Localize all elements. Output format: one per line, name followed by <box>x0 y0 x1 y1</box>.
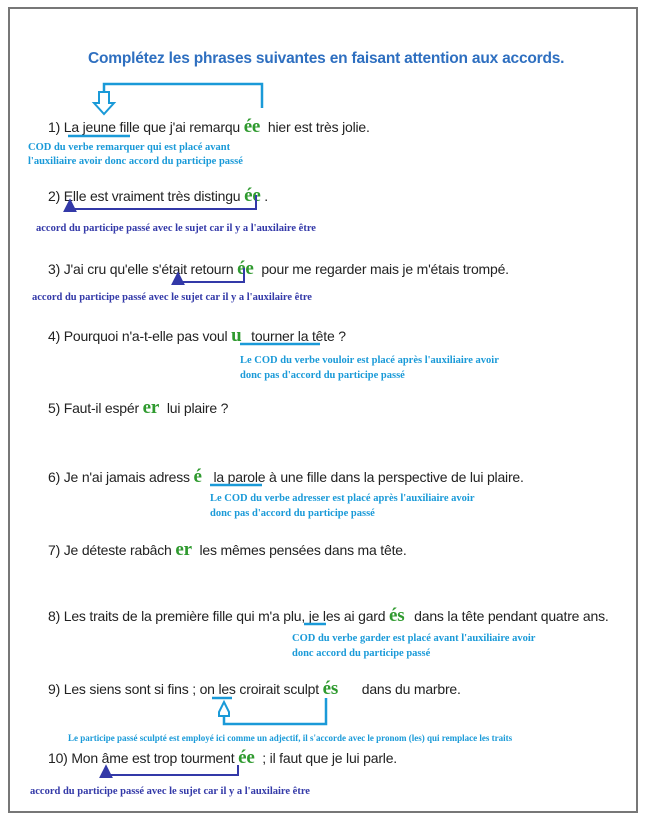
sentence-4-rest: tourner la tête ? <box>251 328 346 344</box>
sentence-6-answer: é <box>193 466 202 487</box>
note-8-line1: COD du verbe garder est placé avant l'auxiliaire avoir <box>292 633 536 644</box>
sentence-2 <box>48 185 268 207</box>
sentence-2-rest: . <box>264 188 268 204</box>
note-3: accord du participe passé avec le sujet car il y a l'auxilaire être <box>32 292 312 303</box>
sentence-1-rest: hier est très jolie. <box>267 119 370 135</box>
sentence-9-text: 9) Les siens sont si fins ; on les croirait sculpt <box>48 681 319 697</box>
sentence-10 <box>48 747 397 769</box>
note-6-line1: Le COD du verbe adresser est placé après l'auxiliaire avoir <box>210 493 475 504</box>
sentence-7-rest: les mêmes pensées dans ma tête. <box>199 542 407 558</box>
sentence-7-text: 7) Je déteste rabâch <box>48 542 172 558</box>
sentence-6-rest: la parole à une fille dans la perspective de lui plaire. <box>213 469 524 485</box>
sentence-2-text: 2) Elle est vraiment très distingu <box>48 188 241 204</box>
sentence-5-answer: er <box>142 397 160 418</box>
sentence-4 <box>48 325 346 347</box>
sentence-2-answer: ée <box>244 185 261 206</box>
sentence-8-text: 8) Les traits de la première fille qui m'a plu, je les ai gard <box>48 608 386 624</box>
sentence-5 <box>48 397 228 419</box>
sentence-5-rest: lui plaire ? <box>166 400 229 416</box>
note-1-line1: COD du verbe remarquer qui est placé avant <box>28 142 231 153</box>
sentence-1-answer: ée <box>243 116 261 137</box>
sentence-8 <box>48 605 609 627</box>
sentence-4-answer: u <box>231 325 242 346</box>
sentence-3-answer: ée <box>237 258 254 279</box>
note-9: Le participe passé sculpté est employé ici comme un adjectif, il s'accorde avec le pronom (les) qui remplace les traits <box>68 733 513 743</box>
note-4-line1: Le COD du verbe vouloir est placé après l'auxiliaire avoir <box>240 355 499 366</box>
note-10: accord du participe passé avec le sujet car il y a l'auxilaire être <box>30 786 310 797</box>
sentence-4-text: 4) Pourquoi n'a-t-elle pas voul <box>48 328 228 344</box>
sentence-8-rest: dans la tête pendant quatre ans. <box>414 608 609 624</box>
sentence-8-answer: és <box>389 605 405 626</box>
sentence-9 <box>48 678 461 700</box>
note-8-line2: donc accord du participe passé <box>292 648 431 659</box>
sentence-3 <box>48 258 509 280</box>
sentence-9-rest: dans du marbre. <box>361 681 461 697</box>
sentence-10-answer: ée <box>238 747 255 768</box>
sentence-7-answer: er <box>175 539 192 560</box>
note-6-line2: donc pas d'accord du participe passé <box>210 508 375 519</box>
sentence-5-text: 5) Faut-il espér <box>48 400 139 416</box>
sentence-1-text: 1) La jeune fille que j'ai remarqu <box>48 119 240 135</box>
sentence-10-text: 10) Mon âme est trop tourment <box>48 750 235 766</box>
note-4-line2: donc pas d'accord du participe passé <box>240 370 405 381</box>
sentence-6 <box>48 466 524 488</box>
note-1-line2: l'auxiliaire avoir donc accord du participe passé <box>28 156 243 167</box>
sentence-3-text: 3) J'ai cru qu'elle s'était retourn <box>48 261 234 277</box>
sentence-6-text: 6) Je n'ai jamais adress <box>48 469 190 485</box>
sentence-10-rest: ; il faut que je lui parle. <box>262 750 397 766</box>
sentence-3-rest: pour me regarder mais je m'étais trompé. <box>261 261 509 277</box>
sentence-9-answer: és <box>322 678 339 699</box>
sentence-1 <box>48 116 370 138</box>
worksheet-title: Complétez les phrases suivantes en faisant attention aux accords. <box>88 50 565 67</box>
sentence-7 <box>48 539 407 561</box>
note-2: accord du participe passé avec le sujet car il y a l'auxilaire être <box>36 223 316 234</box>
